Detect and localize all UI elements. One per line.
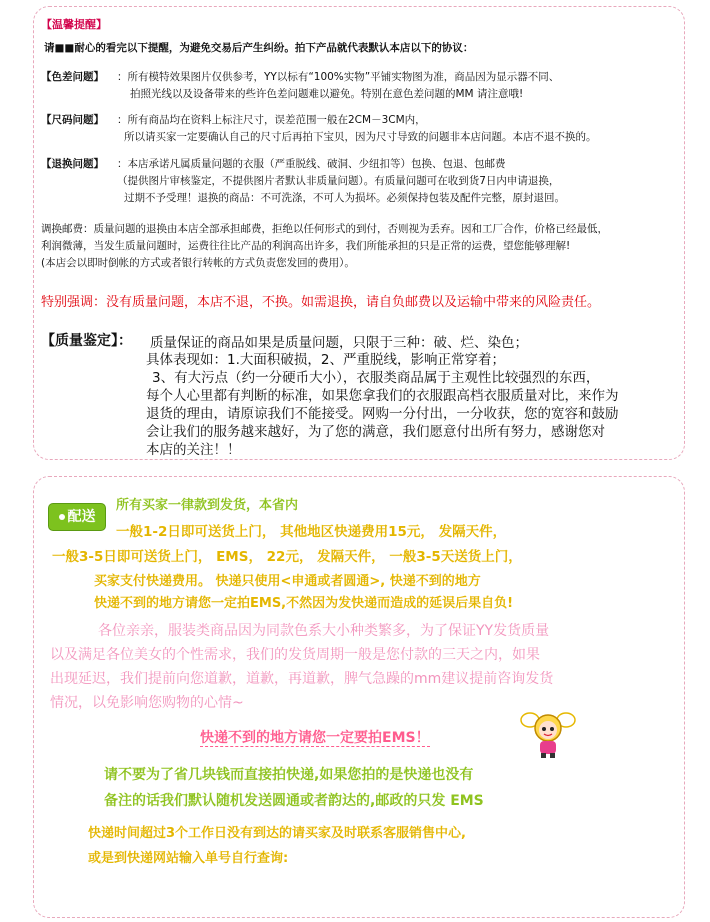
angel-mascot-icon [520, 708, 576, 760]
shipping-text-3: (本店会以即时倒帐的方式或者银行转帐的方式负责您发回的费用）。 [41, 257, 355, 269]
delivery-line-2: 一般1-2日即可送货上门， 其他地区快递费用15元， 发隔天件， [116, 524, 507, 540]
delivery-para-3: 出现延迟，我们提前向您道歉，道歉，再道歉，脾气急躁的mm建议提前咨询发货 [50, 671, 554, 687]
badge-label: 配送 [67, 509, 96, 525]
delivery-line-3: 一般3-5日即可送货上门， EMS， 22元， 发隔天件， 一般3-5天送货上门， [52, 549, 522, 565]
return-title: 【退换问题】 [41, 158, 104, 170]
delivery-note-1: 请不要为了省几块钱而直接拍快递,如果您拍的是快递也没有 [104, 767, 474, 783]
delivery-para-2: 以及满足各位美女的个性需求，我们的发货周期一般是您付款的三天之内，如果 [50, 647, 540, 663]
delivery-line-5: 快递不到的地方请您一定拍EMS,不然因为发快递而造成的延误后果自负! [94, 596, 514, 611]
size-text-2: 所以请买家一定要确认自己的尺寸后再拍下宝贝，因为尺寸导致的问题非本店问题。本店不退不换的。 [124, 131, 597, 143]
quality-text-7: 本店的关注！！ [146, 442, 241, 458]
quality-text-6: 会让我们的服务越来越好，为了您的满意，我们愿意付出所有努力，感谢您对 [146, 424, 605, 440]
ems-banner-text: 快递不到的地方请您一定要拍EMS！ [200, 730, 430, 746]
notice-intro: 请■■耐心的看完以下提醒，为避免交易后产生纠纷。拍下产品就代表默认本店以下的协议： [44, 42, 474, 54]
delivery-line-1: 所有买家一律款到发货，本省内 [116, 498, 299, 513]
return-text-3: 过期不予受理！退换的商品：不可洗涤，不可人为损坏。必须保持包装及配件完整，原封退回。 [124, 192, 565, 204]
quality-text-2: 具体表现如：1.大面积破损，2、严重脱线，影响正常穿着； [146, 352, 505, 368]
delivery-note-2: 备注的话我们默认随机发送圆通或者韵达的,邮政的只发 EMS [104, 793, 484, 809]
size-text-1: ：所有商品均在资料上标注尺寸，误差范围一般在2CM－3CM内， [117, 114, 426, 126]
delivery-para-1: 各位亲亲，服装类商品因为同款色系大小种类繁多，为了保证YY发货质量 [98, 623, 550, 639]
shipping-text-2: 利润微薄，当发生质量问题时，运费往往比产品的利润高出许多，我们所能承担的只是正常的运费，望您能够理解! [41, 240, 571, 252]
shipping-text-1: 调换邮费：质量问题的退换由本店全部承担邮费，拒绝以任何形式的到付，否则视为丢弃。因和工厂合作，价格已经最低， [41, 223, 608, 235]
quality-text-5: 退货的理由，请原谅我们不能接受。网购一分付出，一分收获，您的宽容和鼓励 [146, 406, 619, 422]
return-text-2: （提供图片审核鉴定，不提供图片者默认非质量问题）。有质量问题可在收到货7日内申请退换， [117, 175, 560, 187]
delivery-line-4: 买家支付快递费用。 快递只使用<申通或者圆通>, 快递不到的地方 [94, 574, 481, 589]
color-text-2: 拍照光线以及设备带来的些许色差问题难以避免。特别在意色差问题的MM 请注意哦! [130, 88, 524, 100]
quality-text-3: 3、有大污点（约一分硬币大小），衣服类商品属于主观性比较强烈的东西， [152, 370, 600, 386]
special-notice: 特别强调：没有质量问题，本店不退，不换。如需退换，请自负邮费以及运输中带来的风险责任。 [41, 295, 601, 310]
quality-text-1: 质量保证的商品如果是质量问题，只限于三种：破、烂、染色； [150, 335, 528, 351]
ems-banner [200, 727, 430, 747]
return-text-1: ：本店承诺凡属质量问题的衣服（严重脱线、破洞、少纽扣等）包换、包退、包邮费 [117, 158, 506, 170]
delivery-para-4: 情况，以免影响您购物的心情~ [50, 695, 244, 711]
color-text-1: ：所有模特效果图片仅供参考，YY以标有“100%实物”平铺实物图为准，商品因为显示器不同、 [117, 71, 560, 83]
color-title: 【色差问题】 [41, 71, 104, 83]
delivery-badge [48, 503, 106, 531]
notice-tag: 【温馨提醒】 [41, 18, 107, 31]
badge-dot-icon [59, 514, 65, 520]
size-title: 【尺码问题】 [41, 114, 104, 126]
quality-title: 【质量鉴定】： [41, 333, 132, 349]
quality-text-4: 每个人心里都有判断的标准，如果您拿我们的衣服跟高档衣服质量对比，来作为 [146, 388, 619, 404]
delivery-note-4: 或是到快递网站输入单号自行查询: [88, 851, 289, 866]
delivery-note-3: 快递时间超过3个工作日没有到达的请买家及时联系客服销售中心, [88, 826, 466, 841]
